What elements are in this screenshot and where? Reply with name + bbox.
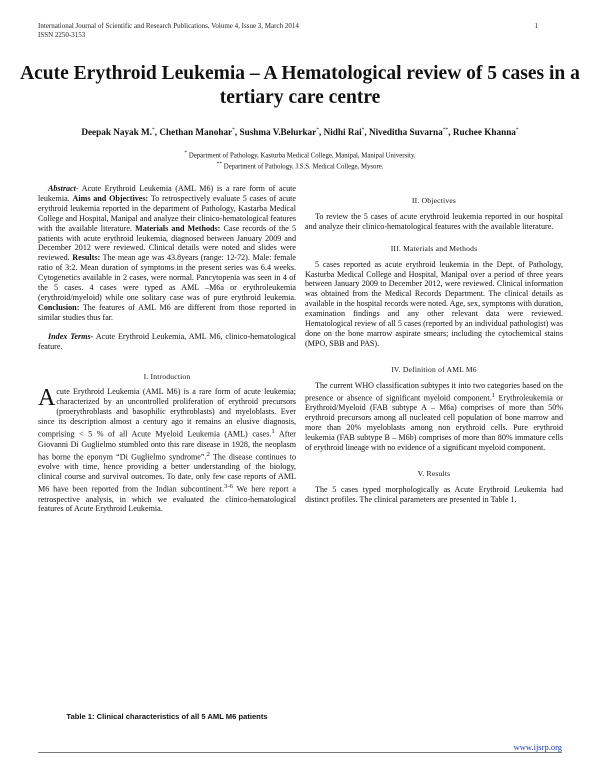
author: Nidhi Rai* — [323, 127, 365, 138]
page-number: 1 — [534, 22, 538, 30]
author: Chethan Manohar* — [159, 127, 235, 138]
left-column — [38, 184, 296, 514]
introduction-text: Acute Erythroid Leukemia (AML M6) is a rare form of acute leukemia; characterized by an uncontrolled proliferation of erythroid precursors (proerythroblasts and basophilic erythroblasts) and myeloblasts. Ever since its description almost a century ago it remains an elusive diagnosis, comprising < 5 % of all Acute Myeloid Leukemia (AML) cases.$^1$ After Giovanni Di Guglielmo stumbled onto this rare disease in 1928, the neoplasm has borne the eponym “Di Guglielmo syndrome”.$^2$ The disease continues to evolve with time, hence providing a better understanding of the biology, clinical course and survival outcomes. To date, only few case reports of AML M6 have been reported from the Indian subcontinent.$^{3-6}$ We here report a retrospective analysis, in which we evaluated the clinico-hematological features of Acute Erythroid Leukemia. — [38, 385, 297, 514]
drop-cap: A — [38, 385, 56, 412]
running-header — [38, 22, 299, 40]
table-caption: Table 1: Clinical characteristics of all 5 AML M6 patients — [66, 712, 268, 721]
author-list: Deepak Nayak M.*, Chethan Manohar*, Sushma V.Belurkar*, Nidhi Rai*, Niveditha Suvarna**, Ruchee Khanna* — [81, 127, 519, 138]
right-column — [305, 184, 563, 504]
author: Deepak Nayak M.* — [81, 127, 155, 138]
journal-line: International Journal of Scientific and Research Publications, Volume 4, Issue 3, March 2014 — [38, 22, 299, 30]
author: Niveditha Suvarna** — [368, 127, 449, 138]
objectives-text: To review the 5 cases of acute erythroid leukemia reported in our hospital and analyze their clinico-hematological features with the available literature. — [305, 211, 563, 231]
section-heading-introduction: I. Introduction — [143, 371, 191, 381]
index-terms: Index Terms- Acute Erythroid Leukemia, AML M6, clinico-hematological feature. — [38, 331, 297, 351]
affiliations — [20, 149, 580, 172]
section-heading-objectives: II. Objectives — [411, 196, 457, 205]
abstract: Abstract- Acute Erythroid Leukemia (AML M6) is a rare form of acute leukemia. Aims and Objectives: To retrospectively evaluate 5 cases of acute erythroid leukemia reported in the department of Pathology, Kastarba Medical College and Hospital, Manipal and analyze their clinico-hematological features with the available literature. Materials and Methods: Case records of the 5 patients with acute erythroid leukemia, diagnosed between January 2009 and December 2012 were reviewed. Clinical details were noted and slides were reviewed. Results: The mean age was 43.8years (range: 12-72). Male: female ratio of 3:2. Mean duration of symptoms in the present series was 6.4 weeks. Cytogenetics available in 2 cases, were normal. Pancytopenia was seen in 4 of the 5 cases. 4 cases were typed as AML –M6a or erythroleukemia (erythroid/myeloid) while one solitary case was of pure erythroid leukemia. Conclusion: The features of AML M6 are different from those reported in similar studies thus far. — [38, 184, 297, 322]
affiliation: * Department of Pathology, Kasturba Medical College, Manipal, Manipal University. — [184, 150, 416, 160]
issn-line: ISSN 2250-3153 — [38, 31, 86, 39]
definition-text: The current WHO classification subtypes it into two categories based on the presence or absence of significant myeloid component.$^1$ Erythroleukemia or Erythroid/Myeloid (FAB subtype A – M6a) comprises of more than 50% erythroid precursors among all nucleated cell population of bone marrow and more than 20% myeloblasts among non erythroid cells. Pure erythroid leukemia (FAB subtype B – M6b) comprises of more than 80% immature cells of erythroid lineage with no evidence of a significant myeloid component. — [305, 380, 563, 452]
results-text: The 5 cases typed morphologically as Acute Erythroid Leukemia had distinct profiles. The clinical parameters are presented in Table 1. — [305, 484, 563, 504]
paper-title: Acute Erythroid Leukemia – A Hematological review of 5 cases in a tertiary care centre — [20, 63, 580, 108]
section-heading-definition: IV. Definition of AML M6 — [391, 364, 477, 374]
footer-divider — [38, 752, 562, 753]
affiliation: ** Department of Pathology, J.S.S. Medical College, Mysore. — [216, 161, 384, 171]
section-heading-results: V. Results — [417, 468, 451, 478]
author: Sushma V.Belurkar* — [239, 127, 319, 138]
methods-text: 5 cases reported as acute erythroid leukemia in the Dept. of Pathology, Kasturba Medical College and Hospital, Manipal over a period of three years between January 2009 to December 2012, were reviewed. Clinical information was obtained from the Medical Records Department. The clinical details as available in the hospital records were noted. Age, sex, symptoms with duration, examination findings and any other relevant data were reviewed. Hematological review of all 5 cases (reported by an individual pathologist) was done on the bone marrow aspirate smears; including the cytochemical stains (MPO, SBB and PAS). — [305, 259, 563, 348]
section-heading-methods: III. Materials and Methods — [390, 243, 478, 253]
author: Ruchee Khanna* — [452, 127, 519, 138]
journal-url-link[interactable]: www.ijsrp.org — [513, 742, 562, 752]
